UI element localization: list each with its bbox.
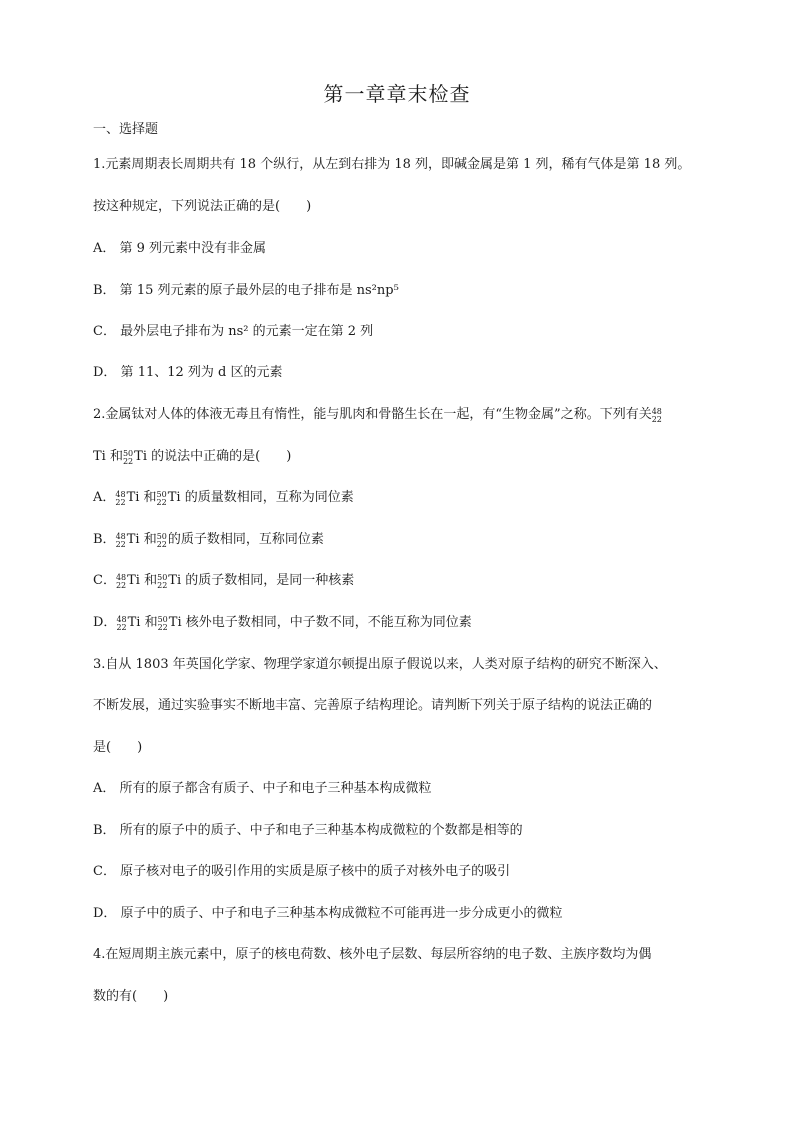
q1-option-a: A． 第 9 列元素中没有非金属 [93, 241, 267, 256]
isotope-notation: 48 22 [651, 407, 662, 424]
q1-stem-line1: 1.元素周期表长周期共有 18 个纵行，从左到右排为 18 列，即碱金属是第 1 列，稀有气体是第 18 列。 [93, 157, 691, 172]
isotope-notation: 48 22 [115, 532, 126, 549]
isotope-notation: 50 22 [156, 490, 167, 507]
q2-option-c: C． 48 22 Ti 和 50 22 Ti 的质子数相同，是同一种核素 [93, 573, 355, 590]
q3-option-d: D． 原子中的质子、中子和电子三种基本构成微粒不可能再进一步分成更小的微粒 [93, 906, 563, 921]
q2-stem-line2: Ti 和 50 22 Ti 的说法中正确的是( ) [93, 449, 292, 466]
q2-option-a: A． 48 22 Ti 和 50 22 Ti 的质量数相同，互称为同位素 [93, 490, 354, 507]
q3-stem-line2: 不断发展，通过实验事实不断地丰富、完善原子结构理论。请判断下列关于原子结构的说法正确的 [93, 698, 653, 713]
q2-stem-line1 [93, 406, 663, 424]
isotope-notation: 50 22 [157, 573, 168, 590]
page-title: 第一章章末检查 [323, 82, 471, 106]
q2-option-b: B． 48 22 Ti 和 50 22 的质子数相同，互称同位素 [93, 532, 324, 549]
q3-option-a: A． 所有的原子都含有质子、中子和电子三种基本构成微粒 [93, 781, 432, 796]
q1-option-d: D． 第 11、12 列为 d 区的元素 [93, 365, 283, 380]
q2-option-d: D． 48 22 Ti 和 50 22 Ti 核外电子数相同，中子数不同，不能互称为同位素 [93, 615, 472, 632]
q4-stem-line2: 数的有( ) [93, 989, 169, 1004]
q3-option-c: C． 原子核对电子的吸引作用的实质是原子核中的质子对核外电子的吸引 [93, 864, 511, 879]
isotope-notation: 48 22 [116, 615, 127, 632]
isotope-notation: 48 22 [115, 573, 127, 590]
q1-option-c: C． 最外层电子排布为 ns² 的元素一定在第 2 列 [93, 324, 374, 339]
q1-option-b: B． 第 15 列元素的原子最外层的电子排布是 ns²np⁵ [93, 283, 399, 298]
isotope-notation: 48 22 [115, 490, 126, 507]
q3-option-b: B． 所有的原子中的质子、中子和电子三种基本构成微粒的个数都是相等的 [93, 823, 523, 838]
q3-stem-line3: 是( ) [93, 740, 143, 755]
q4-stem-line1: 4.在短周期主族元素中，原子的核电荷数、核外电子层数、每层所容纳的电子数、主族序数均为偶 [93, 947, 652, 962]
isotope-notation: 50 22 [157, 615, 168, 632]
q3-stem-line1: 3.自从 1803 年英国化学家、物理学家道尔顿提出原子假说以来，人类对原子结构的研究不断深入、 [93, 657, 667, 672]
q2-stem-text: 2.金属钛对人体的体液无毒且有惰性，能与肌肉和骨骼生长在一起，有“生物金属”之称。下列有关 [93, 407, 652, 422]
q1-stem-line2: 按这种规定，下列说法正确的是( ) [93, 199, 312, 214]
isotope-notation: 50 22 [122, 449, 134, 466]
isotope-notation: 50 22 [156, 532, 167, 549]
section-heading: 一、选择题 [93, 122, 159, 137]
